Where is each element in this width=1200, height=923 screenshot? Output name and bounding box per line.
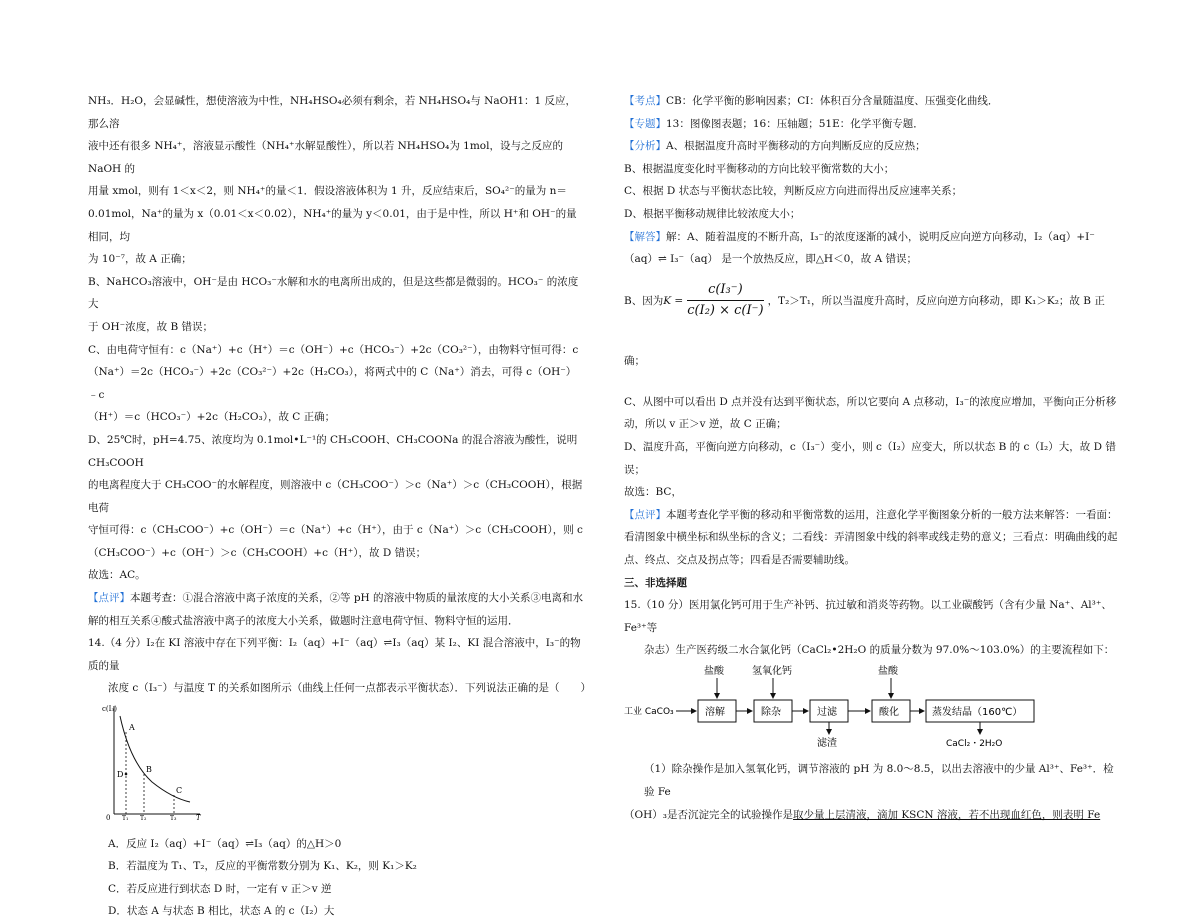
- k-symbol: K =: [663, 294, 684, 307]
- zhuanti-line: [624, 113, 1118, 136]
- x-axis-label: T: [196, 814, 201, 821]
- question-14-line: 14.（4 分）I₂在 KI 溶液中存在下列平衡：I₂（aq）+I⁻（aq）⇌I₃（aq）某 I₂、KI 混合溶液中，I₃⁻的物质的量: [88, 637, 581, 672]
- tick-t2: T₂: [140, 815, 147, 821]
- option-a: A．反应 I₂（aq）+I⁻（aq）⇌I₃（aq）的△H＞0: [108, 837, 342, 850]
- comment-tag: 【点评】: [624, 508, 666, 521]
- point-b-label: B: [146, 765, 152, 775]
- flow-waste: 滤渣: [817, 737, 837, 749]
- answer-underlined: 取少量上层清液，滴加 KSCN 溶液，若不出现血红色，则表明 Fe: [792, 808, 1101, 821]
- kaodian-line: [624, 90, 1118, 113]
- comment-line: [624, 504, 1118, 527]
- b-suffix: ，T₂＞T₁，所以当温度升高时，反应向逆方向移动，即 K₁＞K₂；故 B 正确；: [624, 294, 1105, 367]
- point-d-marker: [125, 773, 128, 776]
- flow-product: CaCl₂・2H₂O: [946, 738, 1003, 749]
- fenxi-text: A、根据温度升高时平衡移动的方向判断反应的反应热；: [666, 140, 926, 153]
- point-c-label: C: [176, 786, 183, 796]
- question-15-1-text: （OH）₃是否沉淀完全的试验操作是: [624, 808, 793, 821]
- equilibrium-graph: [102, 702, 202, 820]
- question-15-line: 杂志）生产医药级二水合氯化钙（CaCl₂•2H₂O 的质量分数为 97.0%～103.0%）的主要流程如下：: [644, 644, 1115, 657]
- jieda-line: 故选：BC，: [624, 486, 682, 499]
- comment-text: 本题考查：①混合溶液中离子浓度的关系，②等 pH 的溶液中物质的量浓度的大小关系③电离和水: [130, 592, 584, 605]
- text-line: D、25℃时，pH=4.75、浓度均为 0.1mol•L⁻¹的 CH₃COOH、CH₃COONa 的混合溶液为酸性，说明 CH₃COOH: [88, 433, 578, 469]
- option-c: C．若反应进行到状态 D 时，一定有 v 正＞v 逆: [108, 882, 332, 895]
- jieda-line: D、温度升高，平衡向逆方向移动，c（I₃⁻）变小，则 c（I₂）应变大，所以状态 B 的 c（I₂）大，故 D 错: [624, 440, 1116, 453]
- flow-reagent: 盐酸: [704, 665, 724, 677]
- zhuanti-text: 13：图像图表题；16：压轴题；51E：化学平衡专题．: [666, 117, 924, 130]
- fenxi-line: C、根据 D 状态与平衡状态比较，判断反应方向进而得出反应速率关系；: [624, 185, 963, 198]
- jieda-line: 动，所以 v 正＞v 逆，故 C 正确；: [624, 418, 787, 431]
- jieda-line: （aq）⇌ I₃⁻（aq） 是一个放热反应，即△H＜0，故 A 错误；: [624, 253, 918, 266]
- jieda-line: C、从图中可以看出 D 点并没有达到平衡状态，所以它要向 A 点移动，I₃⁻的浓度应增加，平衡向正分析移: [624, 395, 1117, 408]
- comment-line: 看清图象中横坐标和纵坐标的含义；二看线：弄清图象中线的斜率或线走势的意义；三看点：明确曲线的起: [624, 531, 1118, 544]
- section-heading: 三、非选择题: [624, 576, 687, 589]
- text-line: 于 OH⁻浓度，故 B 错误；: [88, 320, 214, 333]
- question-15-line: 15.（10 分）医用氯化钙可用于生产补钙、抗过敏和消炎等药物。以工业碳酸钙（含有少量 Na⁺、Al³⁺、Fe³⁺等: [624, 599, 1112, 634]
- equilibrium-constant-line: [624, 271, 1118, 391]
- text-line: （H⁺）＝c（HCO₃⁻）+2c（H₂CO₃），故 C 正确；: [88, 411, 336, 424]
- text-line: C、由电荷守恒有：c（Na⁺）+c（H⁺）＝c（OH⁻）+c（HCO₃⁻）+2c（CO₃²⁻），由物料守恒可得：c: [88, 343, 579, 356]
- question-15-1-line: （1）除杂操作是加入氢氧化钙，调节溶液的 pH 为 8.0～8.5，以出去溶液中的少量 Al³⁺、Fe³⁺．检验 Fe: [644, 763, 1114, 799]
- process-flowchart: [624, 664, 1044, 750]
- kaodian-tag: 【考点】: [624, 95, 666, 107]
- text-line: B、NaHCO₃溶液中，OH⁻是由 HCO₃⁻水解和水的电离所出成的，但是这些都是微弱的。HCO₃⁻ 的浓度大: [88, 275, 579, 311]
- flow-step-label: 过滤: [817, 706, 837, 718]
- option-b: B．若温度为 T₁、T₂，反应的平衡常数分别为 K₁、K₂，则 K₁＞K₂: [108, 860, 417, 873]
- text-line: 用量 xmol，则有 1＜x＜2，则 NH₄⁺的量＜1．假设溶液体积为 1 升，反应结束后，SO₄²⁻的量为 n＝: [88, 185, 567, 198]
- flow-step-label: 除杂: [761, 706, 781, 718]
- b-prefix: B、因为: [624, 294, 664, 307]
- jieda-line: [624, 226, 1118, 249]
- comment-tag: 【点评】: [88, 592, 130, 605]
- origin-label: 0: [106, 814, 111, 821]
- text-line: 的电离程度大于 CH₃COO⁻的水解程度，则溶液中 c（CH₃COO⁻）＞c（Na⁺）＞c（CH₃COOH），根据电荷: [88, 479, 583, 514]
- point-d-label: D: [117, 770, 124, 780]
- text-line: （Na⁺）＝2c（HCO₃⁻）+2c（CO₃²⁻）+2c（H₂CO₃），将两式中的 C（Na⁺）消去，可得 c（OH⁻）﹣c: [88, 366, 577, 401]
- comment-text: 本题考查化学平衡的移动和平衡常数的运用，注意化学平衡图象分析的一般方法来解答：一看面：: [666, 508, 1118, 521]
- comment-line: 点、终点、交点及拐点等；四看是否需要辅助线。: [624, 553, 855, 566]
- left-column: [88, 90, 592, 923]
- option-d: D．状态 A 与状态 B 相比，状态 A 的 c（I₂）大: [108, 905, 335, 918]
- jieda-text: 解：A、随着温度的不断升高，I₃⁻的浓度逐渐的减小，说明反应向逆方向移动，I₂（aq）+I⁻: [666, 230, 1095, 243]
- text-line: 0.01mol，Na⁺的量为 x（0.01＜x＜0.02），NH₄⁺的量为 y＜0.01，由于是中性，所以 H⁺和 OH⁻的量相同，均: [88, 207, 577, 243]
- jieda-line: 误；: [624, 463, 645, 476]
- fenxi-line: D、根据平衡移动规律比较浓度大小；: [624, 207, 801, 220]
- flow-step-label: 酸化: [879, 706, 899, 718]
- fenxi-tag: 【分析】: [624, 140, 666, 153]
- text-line: 为 10⁻⁷，故 A 正确；: [88, 253, 192, 266]
- flow-step-label: 蒸发结晶（160℃）: [932, 706, 1023, 718]
- question-14-line: 浓度 c（I₃⁻）与温度 T 的关系如图所示（曲线上任何一点都表示平衡状态）．下列说法正确的是（ ）: [108, 682, 592, 695]
- zhuanti-tag: 【专题】: [624, 117, 666, 130]
- text-line: 故选：AC。: [88, 569, 146, 582]
- fraction-numerator: c(I₃⁻): [687, 281, 763, 301]
- k-fraction: [687, 281, 763, 320]
- fenxi-line: [624, 135, 1118, 158]
- text-line: NH₃．H₂O，会显碱性，想使溶液为中性，NH₄HSO₄必须有剩余，若 NH₄HSO₄与 NaOH1：1 反应，那么溶: [88, 95, 577, 130]
- fenxi-line: B、根据温度变化时平衡移动的方向比较平衡常数的大小；: [624, 162, 895, 175]
- fraction-denominator: c(I₂) × c(I⁻): [687, 303, 764, 319]
- flow-step-label: 溶解: [705, 706, 725, 718]
- comment-line: 解的相互关系④酸式盐溶液中离子的浓度大小关系，做题时注意电荷守恒、物料守恒的运用．: [88, 614, 519, 627]
- tick-t1: T₁: [122, 815, 129, 821]
- tick-t3: T₃: [170, 815, 177, 821]
- flow-reagent: 盐酸: [878, 665, 898, 677]
- jieda-tag: 【解答】: [624, 230, 666, 243]
- text-line: 液中还有很多 NH₄⁺，溶液显示酸性（NH₄⁺水解显酸性），所以若 NH₄HSO₄为 1mol，设与之反应的 NaOH 的: [88, 140, 563, 175]
- kaodian-text: CB：化学平衡的影响因素；CI：体积百分含量随温度、压强变化曲线．: [666, 95, 999, 107]
- text-line: 守恒可得：c（CH₃COO⁻）+c（OH⁻）＝c（Na⁺）+c（H⁺），由于 c（Na⁺）＞c（CH₃COOH），则 c: [88, 524, 583, 537]
- text-line: （CH₃COO⁻）+c（OH⁻）＞c（CH₃COOH）+c（H⁺），故 D 错误；: [88, 546, 427, 559]
- point-a-label: A: [129, 723, 135, 733]
- flow-input: 工业 CaCO₃: [624, 706, 674, 717]
- right-column: [624, 90, 1118, 826]
- y-axis-label: c(I₃): [102, 705, 117, 714]
- question-15-1-line: [624, 804, 1118, 827]
- comment-line: [88, 587, 586, 610]
- flow-reagent: 氢氧化钙: [752, 665, 792, 677]
